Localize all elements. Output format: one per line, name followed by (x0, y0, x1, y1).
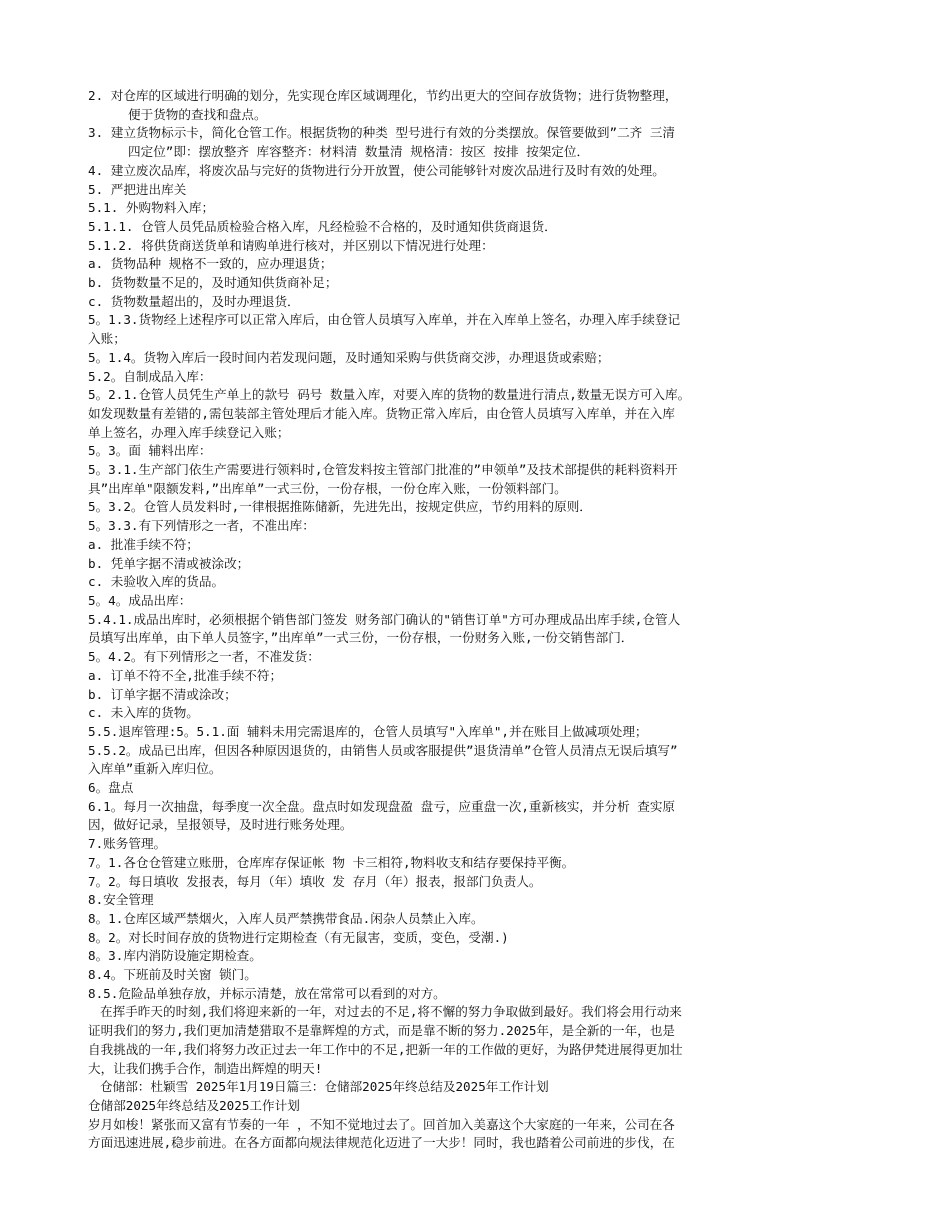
text-line: 单上签名，办理入库手续登记入账； (88, 424, 290, 440)
text-line: 7。1.各仓仓管建立账册，仓库库存保证帐 物 卡三相符,物料收支和结存要保持平衡。 (88, 854, 575, 870)
text-line: c. 未入库的货物。 (88, 705, 199, 721)
text-line: 5。4。成品出库： (88, 592, 192, 608)
text-line: b. 订单字据不清或涂改； (88, 686, 237, 702)
text-line: 5。1.3.货物经上述程序可以正常入库后，由仓管人员填写入库单，并在入库单上签名，办理入库手续登记 (88, 312, 681, 328)
text-line: 入账； (88, 331, 126, 347)
text-line: 8。1.仓库区域严禁烟火，入库人员严禁携带食品.闲杂人员禁止入库。 (88, 910, 484, 926)
text-line: a. 订单不符不全,批准手续不符； (88, 667, 283, 683)
text-line: 因，做好记录，呈报领导，及时进行账务处理。 (88, 817, 353, 833)
text-line: 7.账务管理。 (88, 836, 167, 852)
text-line: 5。4.2。有下列情形之一者，不准发货： (88, 649, 320, 665)
text-line: 仓储部：杜颖雪 2025年1月19日篇三：仓储部2025年终总结及2025年工作计划 (100, 1079, 549, 1095)
document-body (88, 87, 868, 1153)
text-line: 5.1. 外购物料入库； (88, 200, 215, 216)
text-line: 5。3.2。仓管人员发料时,一律根据推陈储新，先进先出，按规定供应，节约用料的原则． (88, 499, 592, 515)
text-line: 5。3。面 辅料出库： (88, 443, 212, 459)
text-line: 8.安全管理 (88, 892, 154, 908)
text-line: 8。2。对长时间存放的货物进行定期检查（有无鼠害，变质，变色，受潮.) (88, 929, 509, 945)
text-line: 5.5.2。成品已出库，但因各种原因退货的，由销售人员或客服提供”退货清单”仓管人员清点无误后填写” (88, 742, 678, 758)
text-line: 5.2。自制成品入库： (88, 368, 212, 384)
text-line: 5. 严把进出库关 (88, 181, 187, 197)
text-line: 5.5.退库管理:5。5.1.面 辅料未用完需退库的，仓管人员填写"入库单",并在账目上做减项处理； (88, 723, 648, 739)
text-line: 仓储部2025年终总结及2025工作计划 (88, 1097, 300, 1113)
text-line: 员填写出库单，由下单人员签字，”出库单”一式三份，一份存根，一份财务入账,一份交销售部门． (88, 630, 634, 646)
text-line: 四定位”即：摆放整齐 库容整齐：材料清 数量清 规格清：按区 按排 按架定位． (128, 144, 590, 160)
text-line: 6。盘点 (88, 780, 134, 796)
text-line: 在挥手昨天的时刻,我们将迎来新的一年，对过去的不足,将不懈的努力争取做到最好。我们将会用行动来 (100, 1004, 682, 1020)
text-line: 6.1。每月一次抽盘，每季度一次全盘。盘点时如发现盘盈 盘亏，应重盘一次,重新核实，并分析 查实原 (88, 798, 676, 814)
text-line: 入库单”重新入库归位。 (88, 761, 222, 777)
text-line: a. 货物品种 规格不一致的，应办理退货； (88, 256, 333, 272)
text-line: 8.4。下班前及时关窗 锁门。 (88, 967, 257, 983)
text-line: 5。2.1.仓管人员凭生产单上的款号 码号 数量入库，对要入库的货物的数量进行清点,数量无误方可入库。 (88, 387, 691, 403)
text-line: 如发现数量有差错的,需包装部主管处理后才能入库。货物正常入库后，由仓管人员填写入库单，并在入库 (88, 405, 675, 421)
text-line: 5。3.3.有下列情形之一者，不准出库： (88, 518, 315, 534)
text-line: c. 货物数量超出的，及时办理退货． (88, 293, 300, 309)
text-line: 5.4.1.成品出库时，必须根据个销售部门签发 财务部门确认的"销售订单"方可办理成品出库手续,仓管人 (88, 611, 681, 627)
text-line: 3. 建立货物标示卡，简化仓管工作。根据货物的种类 型号进行有效的分类摆放。保管要做到”二齐 三清 (88, 125, 676, 141)
text-line: 自我挑战的一年,我们将努力改正过去一年工作中的不足,把新一年的工作做的更好，为路伊梵进展得更加壮 (88, 1041, 683, 1057)
text-line: b. 货物数量不足的，及时通知供货商补足； (88, 275, 338, 291)
text-line: 8.5.危险品单独存放，并标示清楚，放在常常可以看到的对方。 (88, 985, 446, 1001)
text-line: 5。1.4。货物入库后一段时间内若发现问题，及时通知采购与供货商交涉，办理退货或索赔； (88, 349, 610, 365)
text-line: 8。3.库内消防设施定期检查。 (88, 948, 262, 964)
text-line: 具”出库单"限额发料,”出库单”一式三份，一份存根，一份仓库入账，一份领料部门。 (88, 480, 567, 496)
text-line: a. 批准手续不符； (88, 536, 199, 552)
text-line: 便于货物的查找和盘点。 (128, 106, 267, 122)
text-line: 4. 建立废次品库，将废次品与完好的货物进行分开放置，使公司能够针对废次品进行及时有效的处理。 (88, 162, 665, 178)
text-line: 大，让我们携手合作，制造出辉煌的明天! (88, 1060, 323, 1076)
text-line: 方面迅速进展,稳步前进。在各方面都向规法律规范化迈进了一大步！同时，我也踏着公司前进的步伐，在 (88, 1135, 675, 1151)
text-line: 5.1.2. 将供货商送货单和请购单进行核对，并区别以下情况进行处理： (88, 237, 494, 253)
text-line: b. 凭单字据不清或被涂改； (88, 555, 250, 571)
text-line: 5。3.1.生产部门依生产需要进行领料时,仓管发料按主管部门批准的”申领单”及技术部提供的耗料资料开 (88, 462, 678, 478)
text-line: 岁月如梭！紧张而又富有节奏的一年 ，不知不觉地过去了。回首加入美嘉这个大家庭的一年来，公司在各 (88, 1116, 675, 1132)
text-line: 5.1.1. 仓管人员凭品质检验合格入库，凡经检验不合格的，及时通知供货商退货． (88, 218, 557, 234)
text-line: c. 未验收入库的货品。 (88, 574, 225, 590)
text-line: 2. 对仓库的区域进行明确的划分，先实现仓库区域调理化，节约出更大的空间存放货物；进行货物整理， (88, 88, 678, 103)
text-line: 证明我们的努力,我们更加清楚猎取不是靠辉煌的方式，而是靠不断的努力.2025年，是全新的一年，也是 (88, 1023, 676, 1039)
text-line: 7。2。每日填收 发报表，每月（年）填收 发 存月（年）报表，报部门负责人。 (88, 873, 542, 889)
